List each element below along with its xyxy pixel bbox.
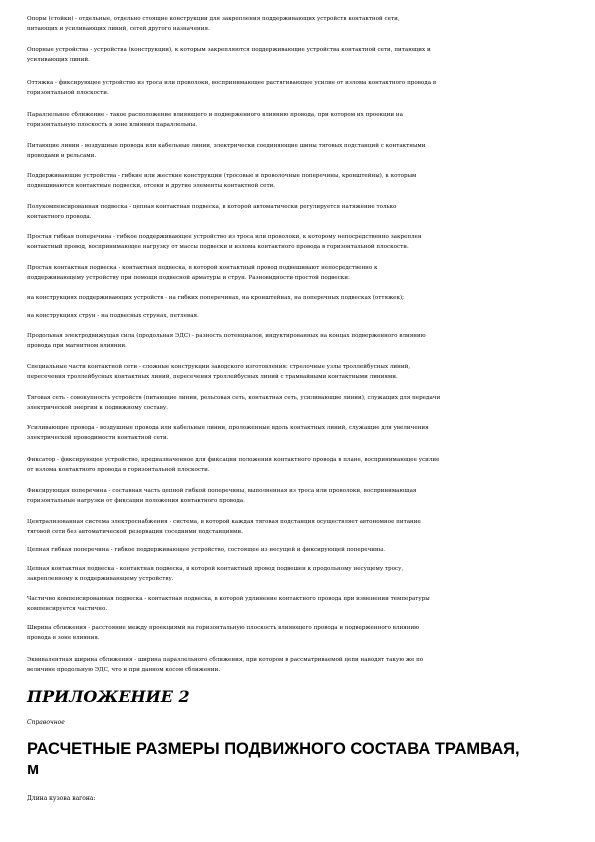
paragraph-line: Опорные устройства - устройства (конструкции), к которым закрепляются поддерживающие устройства контактной сети, питающих и bbox=[27, 47, 431, 53]
paragraph-line: Фиксатор - фиксирующее устройство, предназначенное для фиксации положения контактного провода в плане, воспринимающее усилие bbox=[27, 457, 440, 463]
definition-paragraph bbox=[27, 362, 575, 383]
paragraph-line: электрической проводимости контактной сети. bbox=[27, 435, 169, 442]
definition-paragraph bbox=[27, 423, 575, 444]
definition-paragraph bbox=[27, 393, 575, 414]
appendix-note: Справочное bbox=[27, 719, 65, 726]
paragraph-line: горизонтальной плоскости. bbox=[27, 90, 109, 97]
definition-paragraph bbox=[27, 517, 575, 538]
paragraph-line: Поддерживающие устройства - гибкие или жесткие конструкции (тросовые и проволочные поперечины, кронштейны), к которым bbox=[27, 173, 417, 179]
paragraph-line: Параллельное сближение - такое расположение влияющего и подверженного влиянию провода, при котором их проекции на bbox=[27, 112, 403, 118]
paragraph-line: компенсируется частично. bbox=[27, 606, 108, 613]
paragraph-line: Оттяжка - фиксирующее устройство из троса или проволоки, воспринимающее растягивающее усилие от излома контактного провода в bbox=[27, 80, 436, 86]
definition-paragraph bbox=[27, 455, 575, 476]
paragraph-line: Тяговая сеть - совокупность устройств (питающие линии, рельсовая сеть, контактная сеть, усиливающие линии), служащих для передачи bbox=[27, 395, 441, 401]
paragraph-line: электрической энергии к подвижному составу. bbox=[27, 405, 168, 412]
appendix-heading bbox=[27, 739, 575, 779]
paragraph-line: проводами и рельсами. bbox=[27, 153, 97, 160]
paragraph-line: величине продольную ЭДС, что и при данном косом сближении. bbox=[27, 667, 221, 674]
definition-paragraph bbox=[27, 171, 575, 192]
definition-paragraph bbox=[27, 232, 575, 253]
definition-paragraph bbox=[27, 263, 575, 284]
paragraph-line: провода в зоне влияния. bbox=[27, 635, 100, 642]
paragraph-line: подвешиваются контактные подвески, отсеки и другие элементы контактной сети. bbox=[27, 183, 276, 190]
paragraph-line: Продольная электродвижущая сила (продольная ЭДС) - разность потенциалов, индуктированных на концах подверженного влиянию bbox=[27, 333, 426, 339]
paragraph-line: горизонтальную плоскость в зоне влияния параллельны. bbox=[27, 122, 197, 129]
paragraph-line: на конструкциях поддерживающих устройств - на гибких поперечинах, на кронштейнах, на поперечных подвесках (оттяжек); bbox=[27, 295, 405, 301]
definition-paragraph bbox=[27, 202, 575, 223]
definition-paragraph bbox=[27, 311, 575, 321]
paragraph-line: контактный провод, воспринимающее нагрузку от массы подвески и излома контактного провода в горизонтальной плоскости. bbox=[27, 244, 409, 251]
paragraph-line: питающих и усиливающих линий, сетей другого назначения. bbox=[27, 26, 210, 33]
paragraph-line: Опоры (стойки) - отдельные, отдельно стоящие конструкции для закрепления поддерживающих устройств контактной сети, bbox=[27, 16, 400, 22]
definition-paragraph bbox=[27, 545, 575, 555]
paragraph-line: на конструкциях струн - на подвесных струнах, петлевая. bbox=[27, 313, 199, 319]
definition-paragraph bbox=[27, 141, 575, 162]
paragraph-line: Специальные части контактной сети - сложные конструкции заводского изготовления: стрелочные узлы троллейбусных линий, bbox=[27, 364, 411, 370]
definition-paragraph bbox=[27, 45, 575, 66]
paragraph-line: Фиксирующая поперечина - составная часть цепной гибкой поперечины, выполненная из троса или проволоки, воспринимающая bbox=[27, 488, 417, 494]
definition-paragraph bbox=[27, 486, 575, 507]
definition-paragraph bbox=[27, 293, 575, 303]
definition-paragraph bbox=[27, 594, 575, 615]
paragraph-line: Питающие линии - воздушные провода или кабельные линии, электрически соединяющие шины тяговых подстанций с контактными bbox=[27, 143, 426, 149]
paragraph-line: Простая контактная подвеска - контактная подвеска, в которой контактный провод подвешивают непосредственно к bbox=[27, 265, 378, 271]
appendix-heading-line: м bbox=[27, 760, 40, 778]
definition-paragraph bbox=[27, 78, 575, 99]
definition-paragraph bbox=[27, 623, 575, 644]
paragraph-line: Простая гибкая поперечина - гибкое поддерживающее устройство из троса или проволоки, к которому непосредственно закреплен bbox=[27, 234, 422, 240]
paragraph-line: контактного провода. bbox=[27, 214, 92, 221]
paragraph-line: от излома контактного провода в горизонтальной плоскости. bbox=[27, 467, 210, 474]
paragraph-line: Ширина сближения - расстояние между проекциями на горизонтальную плоскость влияющего провода и подверженного влиянию bbox=[27, 625, 420, 631]
paragraph-line: провода при магнитном влиянии. bbox=[27, 343, 127, 350]
body-text: Длина кузова вагона: bbox=[27, 795, 96, 802]
paragraph-line: Усиливающие провода - воздушные провода или кабельные линии, проложенные вдоль контактных линий, служащие для увеличения bbox=[27, 425, 429, 431]
paragraph-line: усиливающих линий. bbox=[27, 57, 90, 64]
definition-paragraph bbox=[27, 331, 575, 352]
paragraph-line: Централизованная система электроснабжения - система, в которой каждая тяговая подстанция осуществляет автономное питание bbox=[27, 519, 421, 525]
definition-paragraph bbox=[27, 655, 575, 676]
paragraph-line: Полукомпенсированная подвеска - цепная контактная подвеска, в которой автоматически регулируется натяжение только bbox=[27, 204, 397, 210]
paragraph-line: пересечения троллейбусных контактных линий, пересечения троллейбусных линий с трамвайными контактными линиями. bbox=[27, 374, 398, 381]
appendix-title: ПРИЛОЖЕНИЕ 2 bbox=[27, 687, 190, 706]
paragraph-line: Цепная контактная подвеска - контактная подвеска, в которой контактный провод подвешен к продольному несущему тросу, bbox=[27, 566, 404, 572]
paragraph-line: горизонтальные нагрузки от фиксации положения контактного провода. bbox=[27, 498, 245, 505]
paragraph-line: Эквивалентная ширина сближения - ширина параллельного сближения, при котором в рассматриваемой цепи наводят такую же по bbox=[27, 657, 424, 663]
definition-paragraph bbox=[27, 564, 575, 585]
paragraph-line: Частично компенсированная подвеска - контактная подвеска, в которой удлинение контактного провода при изменении температуры bbox=[27, 596, 430, 602]
paragraph-line: поддерживающему устройству при помощи подвесной арматуры и струн. Разновидности простой подвески: bbox=[27, 275, 350, 282]
paragraph-line: Цепная гибкая поперечина - гибкое поддерживающее устройство, состоящее из несущей и фиксирующей поперечины. bbox=[27, 547, 385, 553]
paragraph-line: тяговой сети без автоматической резервации соседними подстанциями. bbox=[27, 529, 243, 536]
definition-paragraph bbox=[27, 110, 575, 131]
appendix-heading-line: РАСЧЕТНЫЕ РАЗМЕРЫ ПОДВИЖНОГО СОСТАВА ТРАМВАЯ, bbox=[27, 740, 520, 758]
definition-paragraph bbox=[27, 14, 575, 35]
paragraph-line: закрепленному к поддерживающему устройству. bbox=[27, 576, 174, 583]
